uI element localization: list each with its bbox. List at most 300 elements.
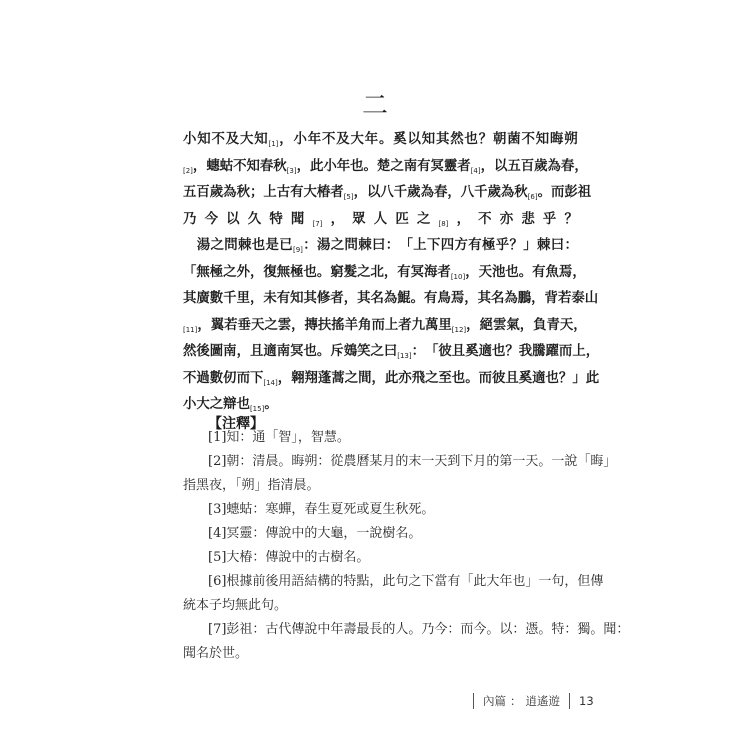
text-char: 彭: [564, 185, 578, 200]
note-item: [183, 618, 630, 666]
text-char: 者: [398, 317, 412, 333]
note-item: [183, 546, 578, 570]
text-char: 春: [259, 158, 274, 174]
text-char: 之: [425, 370, 439, 386]
footnote-ref: [10]: [450, 272, 466, 281]
text-char: 池: [491, 264, 506, 280]
text-char: 而: [371, 317, 385, 333]
text-char: 。: [316, 264, 331, 280]
text-char: 此: [309, 158, 324, 174]
text-char: 之: [357, 264, 371, 280]
footnote-ref: [7]: [312, 219, 323, 228]
text-char: 翱: [291, 370, 305, 386]
text-char: 之: [370, 344, 384, 359]
text-char: ，: [480, 158, 494, 174]
text-char: 焉: [450, 291, 465, 306]
text-char: 後: [196, 344, 210, 359]
text-char: 椿: [316, 185, 331, 200]
text-char: 有: [417, 158, 431, 174]
text-char: 不: [211, 132, 225, 147]
note-text-continued: 統本子均無此句。: [183, 598, 288, 613]
note-text: [3]蟪蛄：寒蟬，春生夏死或夏生秋死。: [208, 502, 435, 517]
text-char: 祖: [577, 185, 592, 200]
text-char: 千: [223, 291, 237, 306]
text-char: 四: [440, 238, 455, 253]
text-char: ，: [249, 291, 264, 306]
text-char: 知: [254, 132, 268, 147]
page-footer: [464, 689, 594, 713]
text-char: ，: [279, 132, 293, 147]
text-char: ，: [574, 158, 588, 174]
text-char: 此: [585, 370, 600, 386]
text-char: 者: [457, 158, 471, 174]
text-char: 不: [521, 132, 535, 147]
note-item: [183, 498, 578, 522]
text-char: ；: [249, 185, 264, 200]
text-char: 百: [520, 158, 535, 174]
text-char: 泰: [571, 291, 585, 306]
text-char: 。: [264, 397, 278, 412]
text-char: 亦: [398, 370, 412, 386]
text-char: 極: [290, 264, 304, 280]
footnote-ref: [1]: [268, 140, 279, 148]
text-char: 知: [535, 132, 550, 147]
text-char: 飛: [411, 370, 426, 386]
text-char: 以: [226, 211, 240, 227]
text-char: 天: [250, 317, 265, 333]
footnote-ref: [14]: [263, 378, 278, 387]
text-char: 若: [557, 291, 572, 306]
text-char: 焉: [558, 264, 573, 280]
text-char: 下: [249, 370, 264, 386]
text-char: 也: [545, 370, 559, 386]
text-char: ，: [236, 344, 250, 359]
text-char: ，: [383, 264, 398, 280]
text-char: 搖: [331, 317, 345, 333]
note-item: [183, 522, 578, 546]
text-char: 眾: [352, 211, 366, 227]
text-char: 年: [336, 158, 351, 174]
text-char: ，: [197, 317, 211, 333]
text-char: 湯: [196, 238, 211, 253]
text-char: 歲: [487, 185, 501, 200]
footer-divider-left: [473, 693, 474, 709]
text-char: 。: [363, 158, 377, 174]
note-item: [183, 570, 604, 618]
text-char: 歲: [407, 185, 421, 200]
text-char: 不: [233, 158, 247, 174]
text-char: 及: [225, 132, 240, 147]
text-char: 名: [490, 291, 505, 306]
footer-divider-right: [569, 693, 570, 709]
text-char: 南: [223, 344, 237, 359]
text-line: [183, 234, 578, 261]
text-char: 適: [478, 344, 492, 359]
text-char: 久: [247, 211, 262, 227]
text-char: ，: [192, 158, 207, 174]
text-char: 知: [421, 132, 436, 147]
text-char: 之: [416, 211, 431, 227]
text-char: 問: [224, 238, 238, 253]
text-char: 朝: [493, 132, 507, 147]
note-item: [183, 450, 617, 498]
text-char: 無: [276, 264, 291, 280]
text-char: 聞: [290, 211, 305, 227]
text-char: 極: [209, 264, 224, 280]
text-char: 而: [558, 344, 573, 359]
text-char: ？: [509, 238, 523, 253]
text-char: ：: [303, 238, 317, 253]
text-char: 者: [437, 264, 451, 280]
note-text: [7]彭祖：古代傳說中年壽最長的人。乃今：而今。以：憑。特：獨。聞：: [208, 622, 630, 637]
text-char: 髮: [343, 264, 358, 280]
text-char: 八: [380, 185, 394, 200]
text-char: 曰: [383, 344, 398, 359]
text-char: 冥: [430, 158, 444, 174]
text-char: 天: [559, 317, 574, 333]
text-char: 人: [373, 211, 388, 227]
text-char: 棘: [238, 238, 252, 253]
text-char: 仞: [223, 370, 237, 386]
text-char: 其: [183, 291, 197, 306]
text-char: 「: [425, 344, 439, 359]
footnote-ref: [12]: [451, 325, 467, 334]
text-char: 里: [438, 317, 452, 333]
footnote-ref: [3]: [286, 166, 297, 175]
note-text-continued: 聞名於世。: [183, 646, 249, 661]
text-char: 不: [183, 370, 197, 386]
text-char: 摶: [304, 317, 318, 333]
text-char: 南: [403, 158, 418, 174]
text-char: 笑: [357, 344, 371, 359]
text-char: 知: [197, 132, 211, 147]
text-char: ：: [385, 238, 400, 253]
text-char: 負: [533, 317, 547, 333]
text-char: 下: [427, 238, 441, 253]
text-char: 天: [478, 264, 492, 280]
text-char: 躍: [545, 344, 559, 359]
text-char: 五: [507, 158, 521, 174]
footer-section: 內篇: [483, 694, 506, 708]
text-char: ，: [249, 264, 264, 280]
text-char: 名: [370, 291, 384, 306]
text-char: 小: [323, 158, 337, 174]
text-char: 垂: [237, 317, 251, 333]
text-char: 靈: [443, 158, 458, 174]
text-char: 蓬: [317, 370, 332, 386]
text-char: 角: [358, 317, 372, 333]
text-char: 外: [236, 264, 250, 280]
text-char: 也: [505, 264, 519, 280]
text-char: 青: [546, 317, 560, 333]
text-char: 若: [224, 317, 238, 333]
text-char: 為: [420, 185, 434, 200]
text-char: 之: [223, 264, 237, 280]
text-char: 背: [544, 291, 558, 306]
text-char: 朔: [564, 132, 578, 147]
text-char: ，: [277, 370, 292, 386]
text-char: 。: [410, 291, 425, 306]
note-text: [6]根據前後用語結構的特點，此句之下當有「此大年也」一句，但傳: [208, 574, 604, 589]
text-char: [183, 234, 196, 253]
note-item: [183, 426, 578, 450]
text-char: 翔: [304, 370, 318, 386]
text-char: 及: [336, 132, 350, 147]
text-char: 數: [209, 291, 224, 306]
text-char: 為: [547, 158, 561, 174]
text-char: ，: [353, 185, 367, 200]
text-char: 氣: [506, 317, 520, 333]
text-char: 且: [249, 344, 264, 359]
text-char: 。: [518, 264, 533, 280]
text-char: 以: [407, 132, 421, 147]
text-char: 有: [424, 291, 438, 306]
text-char: 棘: [537, 238, 551, 253]
footer-chapter: 逍遙遊: [525, 694, 560, 708]
text-char: 晦: [550, 132, 564, 147]
text-char: ，: [464, 291, 478, 306]
note-text: [1]知：通「智」，智慧。: [208, 430, 350, 445]
text-char: 上: [572, 344, 586, 359]
text-char: 乃: [183, 211, 197, 227]
text-char: 也: [236, 397, 250, 412]
text-char: 亦: [499, 211, 514, 227]
text-char: 千: [393, 185, 408, 200]
text-char: 其: [477, 291, 491, 306]
text-char: 其: [436, 132, 450, 147]
text-char: 問: [344, 238, 358, 253]
text-line: [183, 128, 578, 155]
text-char: 極: [482, 238, 496, 253]
text-char: 騰: [532, 344, 546, 359]
text-char: ？: [558, 370, 573, 386]
text-line: [183, 314, 587, 341]
text-char: 」: [523, 238, 537, 253]
text-char: ？: [505, 344, 519, 359]
text-char: 」: [572, 370, 586, 386]
text-char: 窮: [330, 264, 344, 280]
text-char: 八: [460, 185, 475, 200]
text-char: 也: [451, 370, 466, 386]
text-char: 過: [196, 370, 210, 386]
text-char: 是: [265, 238, 279, 253]
text-char: 而: [551, 185, 565, 200]
text-char: 南: [276, 344, 291, 359]
text-char: 萬: [425, 317, 439, 333]
text-char: 百: [196, 185, 210, 200]
text-char: 有: [397, 264, 411, 280]
text-char: 辯: [223, 397, 237, 412]
text-char: 彼: [491, 370, 506, 386]
text-char: 秋: [514, 185, 528, 200]
text-char: 此: [384, 370, 399, 386]
text-char: 奚: [518, 370, 533, 386]
text-char: 不: [478, 211, 492, 227]
text-char: 乎: [495, 238, 510, 253]
text-char: 者: [330, 291, 344, 306]
text-char: 為: [504, 291, 518, 306]
text-char: 其: [357, 291, 371, 306]
note-text: [4]冥靈：傳說中的大龜，一說樹名。: [208, 526, 422, 541]
text-char: 曰: [550, 238, 565, 253]
text-char: 有: [276, 291, 291, 306]
text-char: 適: [263, 344, 277, 359]
text-char: 為: [383, 291, 398, 306]
text-char: 知: [246, 158, 260, 174]
text-char: 也: [464, 132, 478, 147]
text-char: 之: [390, 158, 404, 174]
note-text-continued: 指黑夜，「朔」指清晨。: [183, 478, 320, 493]
footnote-ref: [8]: [438, 219, 449, 228]
text-char: 湯: [317, 238, 331, 253]
text-line: [183, 155, 588, 182]
text-char: 也: [251, 238, 266, 253]
text-char: 我: [518, 344, 533, 359]
text-char: ：: [411, 344, 426, 359]
text-char: ，: [456, 211, 470, 227]
text-char: 間: [358, 370, 372, 386]
text-char: 奚: [465, 344, 479, 359]
text-char: 年: [307, 132, 322, 147]
main-text-paragraph-1: [183, 128, 592, 234]
text-char: ，: [447, 185, 461, 200]
text-char: 不: [322, 132, 336, 147]
main-text-paragraph-2: [183, 234, 600, 420]
text-char: 適: [532, 370, 546, 386]
footnote-ref: [15]: [249, 405, 265, 413]
text-char: 五: [183, 185, 197, 200]
text-char: 上: [263, 185, 277, 200]
text-char: 春: [560, 158, 575, 174]
text-char: 。: [379, 132, 393, 147]
text-char: 古: [276, 185, 291, 200]
footer-separator: ：: [510, 694, 522, 708]
text-char: 歲: [209, 185, 224, 200]
text-char: 上: [384, 317, 399, 333]
text-char: 羊: [344, 317, 359, 333]
text-char: 特: [269, 211, 283, 227]
notes-heading: 【注釋】: [208, 416, 264, 432]
text-char: 之: [209, 397, 224, 412]
text-char: 蛄: [219, 158, 234, 174]
text-char: 有: [532, 264, 546, 280]
text-char: 者: [330, 185, 344, 200]
text-char: 之: [344, 370, 359, 386]
text-char: 大: [350, 132, 364, 147]
text-char: 大: [196, 397, 210, 412]
text-char: 已: [279, 238, 293, 253]
text-char: 也: [491, 344, 506, 359]
text-char: 且: [451, 344, 466, 359]
text-char: 之: [330, 238, 345, 253]
page-number: 13: [579, 694, 594, 708]
text-char: 匹: [395, 211, 409, 227]
text-char: ，: [465, 264, 479, 280]
text-char: ，: [291, 317, 305, 333]
text-char: 冥: [290, 344, 304, 359]
text-char: 也: [303, 264, 317, 280]
text-line: [183, 287, 599, 314]
text-char: 冥: [410, 264, 425, 280]
note-text: [5]大椿：傳說中的古樹名。: [208, 550, 370, 565]
text-char: 以: [493, 158, 508, 174]
text-char: 而: [236, 370, 250, 386]
text-char: 而: [478, 370, 492, 386]
text-char: 乎: [542, 211, 557, 227]
text-char: 至: [438, 370, 452, 386]
footnote-ref: [6]: [527, 193, 538, 201]
text-char: 數: [209, 370, 224, 386]
text-char: 復: [263, 264, 277, 280]
text-char: 。: [316, 344, 331, 359]
text-char: ，: [371, 370, 385, 386]
text-char: 鴳: [343, 344, 358, 359]
text-line: [183, 261, 586, 288]
text-char: 有: [468, 238, 482, 253]
text-char: 無: [196, 264, 210, 280]
text-char: 然: [183, 344, 197, 359]
text-char: 小: [183, 132, 197, 147]
text-char: ，: [330, 211, 344, 227]
text-char: 楚: [376, 158, 391, 174]
text-char: 千: [474, 185, 488, 200]
note-text: [2]朝：清晨。晦朔：從農曆某月的末一天到下月的第一天。一說「晦」: [208, 454, 617, 469]
text-char: 然: [450, 132, 464, 147]
footnote-ref: [11]: [183, 325, 198, 334]
text-char: ，: [572, 264, 586, 280]
text-char: 廣: [196, 291, 210, 306]
text-char: ？: [478, 132, 493, 147]
text-char: 菌: [507, 132, 521, 147]
text-line: [183, 181, 592, 208]
text-char: 鵬: [517, 291, 532, 306]
text-char: 北: [370, 264, 384, 280]
text-char: 未: [263, 291, 277, 306]
text-char: 小: [183, 397, 197, 412]
text-char: 年: [364, 132, 379, 147]
text-line: [183, 208, 578, 235]
text-char: 秋: [236, 185, 250, 200]
text-char: 翼: [210, 317, 225, 333]
text-char: 扶: [317, 317, 332, 333]
text-char: 春: [433, 185, 448, 200]
text-char: ，: [573, 317, 587, 333]
text-char: 且: [505, 370, 519, 386]
text-char: ，: [531, 291, 545, 306]
footnote-ref: [2]: [183, 166, 193, 175]
text-char: 也: [303, 344, 317, 359]
text-char: 「: [183, 264, 197, 280]
text-char: 魚: [545, 264, 559, 280]
footnote-ref: [5]: [343, 193, 354, 201]
text-char: 修: [316, 291, 331, 306]
text-char: ？: [564, 211, 578, 227]
text-char: 。: [465, 370, 479, 386]
text-char: 之: [210, 238, 224, 253]
text-line: [183, 367, 600, 394]
notes-list: [183, 426, 630, 666]
text-char: 其: [303, 291, 317, 306]
chapter-title: 二: [361, 91, 388, 121]
text-char: 為: [500, 185, 515, 200]
text-char: 「: [399, 238, 413, 253]
text-char: ，: [519, 317, 534, 333]
text-char: 之: [264, 317, 278, 333]
text-char: 彼: [438, 344, 452, 359]
text-char: 小: [293, 132, 307, 147]
text-char: 海: [424, 264, 438, 280]
text-char: 也: [350, 158, 364, 174]
